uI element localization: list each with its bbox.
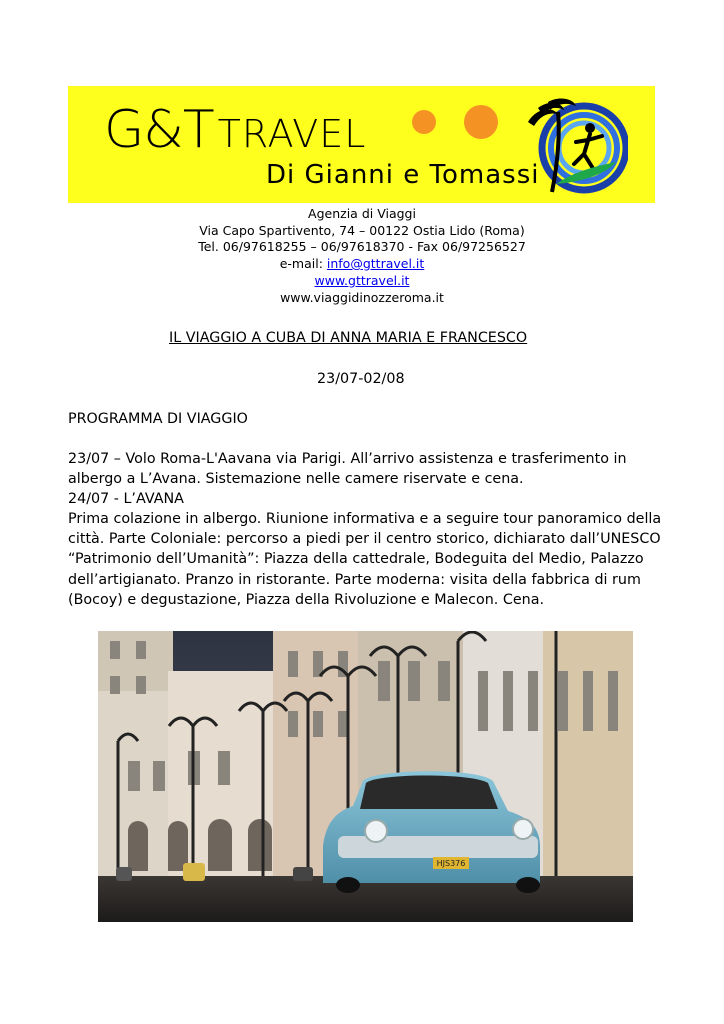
agency-address: Via Capo Spartivento, 74 – 00122 Ostia Lido (Roma) (199, 223, 525, 238)
section-heading: PROGRAMMA DI VIAGGIO (68, 411, 248, 427)
havana-photo-illustration (98, 631, 633, 922)
itinerary-line: “Patrimonio dell’Umanità”: Piazza della cattedrale, Bodeguita del Medio, Palazzo (68, 551, 644, 568)
itinerary-body (68, 449, 662, 610)
agency-email-line (0, 255, 714, 272)
email-link[interactable]: info@gttravel.it (326, 256, 425, 271)
agency-website-line (0, 272, 724, 289)
itinerary-line: 23/07 – Volo Roma-L'Aavana via Parigi. All’arrivo assistenza e trasferimento in (68, 451, 627, 467)
surfer-logo-icon (518, 92, 628, 198)
itinerary-line: dell’artigianato. Pranzo in ristorante. Parte moderna: visita della fabbrica di rum (68, 571, 641, 588)
itinerary-line: (Bocoy) e degustazione, Piazza della Rivoluzione e Malecon. Cena. (68, 591, 545, 608)
logo-title (104, 100, 367, 160)
email-label: e-mail: (279, 256, 327, 271)
itinerary-day-heading: 24/07 - L’AVANA (68, 491, 184, 508)
trip-title: IL VIAGGIO A CUBA DI ANNA MARIA E FRANCESCO (169, 330, 528, 346)
trip-dates: 23/07-02/08 (317, 371, 405, 387)
website-link[interactable]: www.gttravel.it (314, 273, 410, 288)
agency-website2: www.viaggidinozzeroma.it (280, 290, 444, 305)
itinerary-line: città. Parte Coloniale: percorso a piedi per il centro storico, dichiarato dall’UNESCO (68, 531, 661, 548)
logo-subtitle: Di Gianni e Tomassi (266, 160, 540, 190)
logo-gt: G&T (104, 100, 214, 160)
itinerary-line: Prima colazione in albergo. Riunione informativa e a seguire tour panoramico della (68, 511, 662, 528)
header-banner (68, 86, 655, 203)
license-plate: HJS376 (436, 859, 466, 868)
orange-dot-large (464, 105, 498, 139)
orange-dot-small (412, 110, 436, 134)
agency-phones: Tel. 06/97618255 – 06/97618370 - Fax 06/97256527 (198, 239, 526, 254)
logo-travel: TRAVEL (217, 112, 367, 156)
itinerary-line: albergo a L’Avana. Sistemazione nelle camere riservate e cena. (68, 471, 524, 488)
agency-name: Agenzia di Viaggi (308, 206, 416, 221)
havana-street-photo (98, 631, 633, 922)
